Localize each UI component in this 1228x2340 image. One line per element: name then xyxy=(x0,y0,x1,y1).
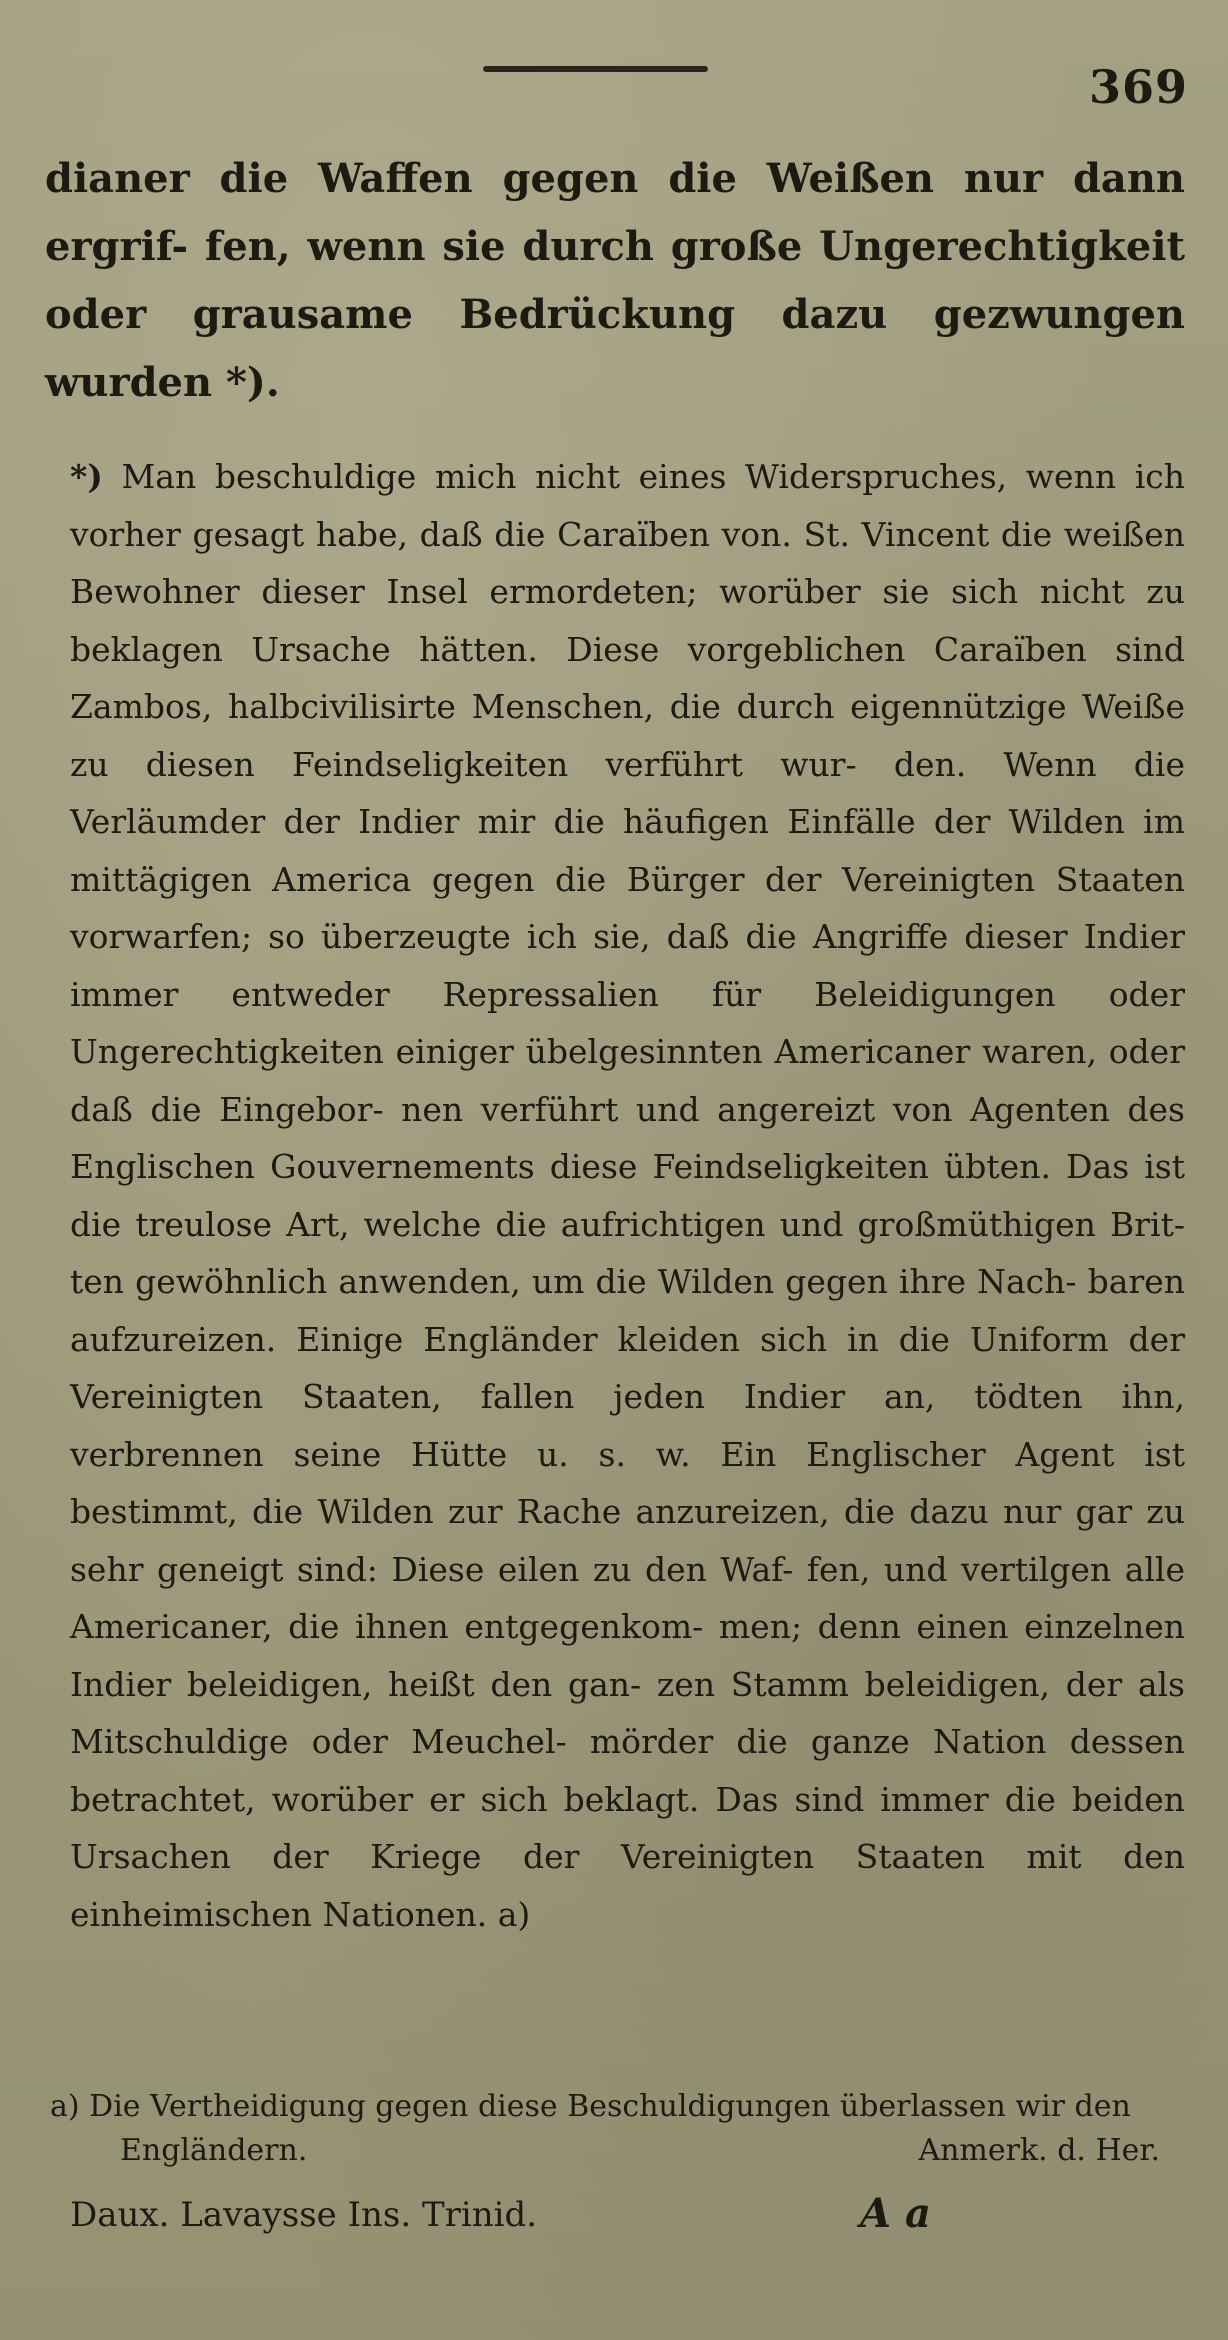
sub-footnote-text: Die Vertheidigung gegen diese Beschuldigungen überlassen wir den xyxy=(89,2089,1131,2124)
sub-footnote-marker: a) xyxy=(50,2089,80,2124)
main-paragraph: dianer die Waffen gegen die Weißen nur dann ergrif- fen, wenn sie durch große Ungerechtigkeit oder grausame Bedrückung dazu gezwungen wurden *). xyxy=(45,155,1185,406)
printer-signature: Daux. Lavaysse Ins. Trinid. xyxy=(70,2195,538,2235)
sub-footnote xyxy=(50,2085,1170,2173)
footnote-text: Man beschuldige mich nicht eines Widerspruches, wenn ich vorher gesagt habe, daß die Caraïben von. St. Vincent die weißen Bewohner dieser Insel ermordeten; worüber sie sich nicht zu beklagen Ursache hätten. Diese vorgeblichen Caraïben sind Zambos, halbcivilisirte Menschen, die durch eigennützige Weiße zu diesen Feindseligkeiten verführt wur- den. Wenn die Verläumder der Indier mir die häufigen Einfälle der Wilden im mittägigen America gegen die Bürger der Vereinigten Staaten vorwarfen; so überzeugte ich sie, daß die Angriffe dieser Indier immer entweder Repressalien für Beleidigungen oder Ungerechtigkeiten einiger übelgesinnten Americaner waren, oder daß die Eingebor- nen verführt und angereizt von Agenten des Englischen Gouvernements diese Feindseligkeiten übten. Das ist die treulose Art, welche die aufrichtigen und großmüthigen Brit- ten gewöhnlich anwenden, um die Wilden gegen ihre Nach- baren aufzureizen. Einige Engländer kleiden sich in die Uniform der Vereinigten Staaten, fallen jeden Indier an, tödten ihn, verbrennen seine Hütte u. s. w. Ein Englischer Agent ist bestimmt, die Wilden zur Rache anzureizen, die dazu nur gar zu sehr geneigt sind: Diese eilen zu den Waf- fen, und vertilgen alle Americaner, die ihnen entgegenkom- men; denn einen einzelnen Indier beleidigen, heißt den gan- zen Stamm beleidigen, der als Mitschuldige oder Meuchel- mörder die ganze Nation dessen betrachtet, worüber er sich beklagt. Das sind immer die beiden Ursachen der Kriege der Vereinigten Staaten mit den einheimischen Nationen. a) xyxy=(70,457,1185,1934)
sub-footnote-tail: Engländern. xyxy=(120,2133,308,2168)
header-rule xyxy=(483,66,708,72)
sub-footnote-attribution: Anmerk. d. Her. xyxy=(918,2133,1160,2168)
sheet-signature: A a xyxy=(860,2190,931,2237)
page-number: 369 xyxy=(1088,60,1188,114)
footnote-marker: *) xyxy=(70,457,103,496)
footnote xyxy=(70,448,1185,1943)
